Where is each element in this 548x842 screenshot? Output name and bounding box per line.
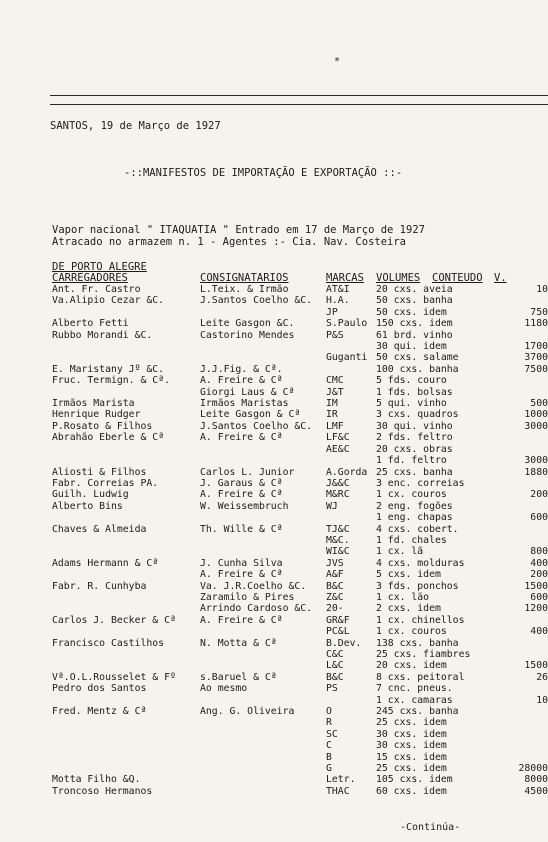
cell-consignee: A. Freire & Cª [200,375,283,387]
column-header-volumes: VOLUMES [376,272,421,284]
cell-volume-contents: 4 cxs. molduras [376,557,465,569]
cell-consignee: J.J.Fig. & Cª. [200,363,283,375]
cell-consignee: s.Baruel & Cª [200,671,277,683]
cell-volume-contents: 138 cxs. banha [376,637,459,649]
cell-consignee: A. Freire & Cª [200,569,283,581]
cell-consignee [200,649,326,660]
cell-shipper: Alberto Bins [52,500,123,512]
cell-value: 400 [530,626,548,638]
cell-mark: A&F [326,569,344,581]
cell-volume-contents: 20 cxs. obras [376,443,453,455]
cell-mark: Guganti [326,352,368,364]
table-row [52,375,548,386]
cell-shipper [52,717,200,728]
table-row [52,615,548,626]
cell-mark: M&RC [326,489,350,501]
cell-volume-contents: 245 cxs. banha [376,706,459,718]
cell-consignee [200,786,326,797]
cell-shipper: Troncoso Hermanos [52,785,153,797]
cell-consignee: A. Freire & Cª [200,432,283,444]
cell-consignee: Irmãos Maristas [200,398,289,410]
cell-value: 600 [530,591,548,603]
cell-volume-contents: 30 cxs. idem [376,740,447,752]
cell-shipper: Alberto Fetti [52,318,129,330]
cell-mark: WI&C [326,546,350,558]
cell-shipper: Francisco Castilhos [52,637,165,649]
table-row [52,717,548,728]
top-mark: * [334,56,341,67]
cell-value: 3700 [524,352,548,364]
table-row [52,467,548,478]
cell-value: 3000 [524,455,548,467]
cell-shipper: Motta Filho &Q. [52,774,141,786]
cell-value: 1500 [524,660,548,672]
cell-shipper: Fabr. R. Cunhyba [52,580,147,592]
cell-mark: TJ&C [326,523,350,535]
cell-consignee: J. Garaus & Cª [200,477,283,489]
table-row [52,489,548,500]
divider-bottom [50,104,548,105]
cell-shipper: Carlos J. Becker & Cª [52,614,176,626]
table-row [52,432,548,443]
cell-value: 1200 [524,603,548,615]
cell-shipper: Rubbo Morandi &C. [52,329,153,341]
cell-consignee: A. Freire & Cª [200,614,283,626]
cell-consignee [200,307,326,318]
cell-shipper: Henrique Rudger [52,409,141,421]
table-row [52,546,548,557]
table-row [52,626,548,637]
column-header-shippers: CARREGADORES [52,272,128,284]
cell-consignee [200,695,326,706]
cell-value [514,729,548,740]
cell-mark: SC [326,728,338,740]
cell-shipper [52,729,200,740]
table-row [52,729,548,740]
cell-value: 1700 [524,341,548,353]
table-row [52,558,548,569]
table-row [52,398,548,409]
cell-mark: AT&I [326,284,350,295]
cell-shipper [52,341,200,352]
cell-consignee: Leite Gasgon & Cª [200,409,301,421]
cell-mark: P&S [326,329,344,341]
cell-volume-contents: 20 cxs. aveia [376,284,453,295]
table-row [52,638,548,649]
cell-volume-contents: 2 fds. feltro [376,432,453,444]
cell-shipper [52,660,200,671]
table-row [52,318,548,329]
cell-volume-contents: 20 cxs. idem [376,660,447,672]
cell-mark [326,455,376,466]
cell-value [514,444,548,455]
cell-volume-contents: 1 fd. chales [376,534,447,546]
cell-consignee [200,626,326,637]
cell-value: 1500 [524,580,548,592]
cell-shipper [52,535,200,546]
cell-shipper: Abrahão Eberle & Cª [52,432,165,444]
cell-volume-contents: 150 cxs. idem [376,318,453,330]
cell-consignee [200,717,326,728]
cell-mark: J&T [326,386,344,398]
cell-value [514,432,548,443]
cell-shipper [52,649,200,660]
cell-consignee: W. Weissembruch [200,500,289,512]
cell-volume-contents: 3 enc. correias [376,477,465,489]
cell-shipper [52,512,200,523]
table-row [52,478,548,489]
cell-value [514,717,548,728]
cell-consignee [200,455,326,466]
cell-mark [326,512,376,523]
cell-mark: L&C [326,660,344,672]
cell-volume-contents: 1 cx. camaras [376,694,453,706]
cell-mark: IM [326,398,338,410]
cell-shipper: P.Rosato & Filhos [52,420,153,432]
berth-line: Atracado no armazem n. 1 - Agentes :- Cia. Nav. Costeira [52,236,407,248]
cell-volume-contents: 1 cx. couros [376,626,447,638]
cell-consignee: Ao mesmo [200,683,248,695]
cell-mark [326,364,376,375]
cell-shipper [52,763,200,774]
table-row [52,387,548,398]
cell-consignee [200,444,326,455]
cell-volume-contents: 25 cxs. fiambres [376,649,471,660]
cell-value: 800 [530,546,548,558]
table-row [52,364,548,375]
date-line: SANTOS, 19 de Março de 1927 [50,120,221,132]
cell-value [514,295,548,306]
cell-mark: S.Paulo [326,318,368,330]
cell-value: 10 [536,694,548,706]
column-header-value: V. [494,272,507,284]
table-row [52,672,548,683]
cell-mark: LMF [326,420,344,432]
manifest-table [52,284,548,797]
cell-volume-contents: 7 cnc. pneus. [376,683,453,695]
table-row [52,341,548,352]
cell-volume-contents: 25 cxs. idem [376,717,447,729]
cell-shipper: Vª.O.L.Rousselet & Fº [52,671,176,683]
cell-consignee [200,774,326,785]
cell-volume-contents: 105 cxs. idem [376,774,453,786]
cell-consignee: L.Teix. & Irmão [200,284,289,295]
table-row [52,752,548,763]
cell-mark: THAC [326,785,350,797]
cell-value [514,752,548,763]
cell-mark: GR&F [326,614,350,626]
cell-volume-contents: 3 fds. ponchos [376,580,459,592]
table-row [52,786,548,797]
cell-volume-contents: 1 cx. chinellos [376,614,465,626]
cell-mark: J&&C [326,477,350,489]
cell-consignee: J.Santos Coelho &C. [200,295,313,307]
column-header-contents: CONTEUDO [432,272,483,284]
table-row [52,695,548,706]
cell-consignee [200,546,326,557]
cell-shipper: Irmãos Marista [52,398,135,410]
cell-shipper: Pedro dos Santos [52,683,147,695]
cell-mark: IR [326,409,338,421]
cell-value [514,387,548,398]
cell-volume-contents: 2 eng. fogões [376,500,453,512]
cell-consignee [200,729,326,740]
cell-value [514,524,548,535]
cell-shipper [52,387,200,398]
cell-volume-contents: 60 cxs. idem [376,785,447,797]
cell-consignee: Leite Gasgon &C. [200,318,295,330]
cell-mark: B.Dev. [326,637,362,649]
table-row [52,774,548,785]
cell-volume-contents: 5 cxs. idem [376,569,441,581]
cell-shipper: Ant. Fr. Castro [52,284,141,295]
cell-mark: C [326,740,332,752]
table-row [52,295,548,306]
cell-mark: M&C. [326,534,350,546]
cell-value [514,740,548,751]
column-header-consignees: CONSIGNATARIOS [200,272,289,284]
cell-value [514,478,548,489]
cell-shipper: Adams Hermann & Cª [52,557,159,569]
cell-mark: 20- [326,603,344,615]
table-row [52,501,548,512]
cell-shipper: Fabr. Correias PA. [52,477,159,489]
cell-value: 28000 [518,763,548,775]
cell-consignee [200,752,326,763]
continues-note: -Continúa- [400,822,461,833]
divider-top [50,95,548,96]
table-row [52,524,548,535]
cell-mark: B [326,751,332,763]
cell-consignee [200,763,326,774]
cell-volume-contents: 1 fds. bolsas [376,386,453,398]
table-row [52,455,548,466]
cell-value [514,375,548,386]
cell-value: 8000 [524,774,548,786]
cell-shipper [52,603,200,614]
table-row [52,569,548,580]
cell-shipper: Aliosti & Filhos [52,466,147,478]
cell-volume-contents: 61 brd. vinho [376,329,453,341]
cell-value: 26 [536,671,548,683]
cell-shipper [52,307,200,318]
cell-value: 4500 [524,785,548,797]
cell-value: 1880 [524,466,548,478]
cell-shipper: Guilh. Ludwig [52,489,129,501]
cell-value [514,501,548,512]
cell-mark: O [326,706,332,718]
cell-shipper [52,626,200,637]
table-row [52,660,548,671]
cell-volume-contents: 30 qui. vinho [376,420,453,432]
cell-value: 200 [530,569,548,581]
cell-value: 500 [530,398,548,410]
cell-value: 1000 [524,409,548,421]
table-row [52,603,548,614]
cell-mark [326,341,376,352]
cell-mark [326,695,376,706]
table-row [52,444,548,455]
cell-mark: JVS [326,557,344,569]
cell-value [514,535,548,546]
cell-value: 750 [530,306,548,318]
cell-value: 200 [530,489,548,501]
cell-volume-contents: 8 cxs. peitoral [376,671,465,683]
cell-volume-contents: 1 fd. feltro [376,455,447,467]
cell-volume-contents: 25 cxs. banha [376,466,453,478]
cell-shipper: Chaves & Almeida [52,523,147,535]
cell-consignee: Carlos L. Junior [200,466,295,478]
cell-consignee: Th. Wille & Cª [200,523,283,535]
cell-value [514,638,548,649]
table-row [52,592,548,603]
table-row [52,421,548,432]
cell-volume-contents: 4 cxs. cobert. [376,523,459,535]
table-row [52,409,548,420]
cell-mark: B&C [326,671,344,683]
cell-mark: PS [326,683,338,695]
cell-mark: LF&C [326,432,350,444]
table-row [52,683,548,694]
vessel-line: Vapor nacional " ITAQUATIA " Entrado em 17 de Março de 1927 [52,224,425,236]
cell-mark: Letr. [326,774,356,786]
cell-volume-contents: 3 cxs. quadros [376,409,459,421]
cell-mark: G [326,763,332,775]
cell-shipper [52,352,200,363]
cell-volume-contents: 50 cxs. banha [376,295,453,307]
cell-shipper [52,569,200,580]
origin-heading: DE PORTO ALEGRE [52,261,147,273]
cell-consignee: Va. J.R.Coelho &C. [200,580,307,592]
cell-mark: R [326,717,332,729]
cell-consignee: Arrindo Cardoso &C. [200,603,313,615]
table-row [52,512,548,523]
table-row [52,649,548,660]
cell-value [514,649,548,660]
cell-consignee: Giorgi Laus & Cª [200,386,295,398]
cell-shipper: E. Maristany Jº &C. [52,363,165,375]
cell-value [514,683,548,694]
cell-consignee: J.Santos Coelho &C. [200,420,313,432]
cell-volume-contents: 30 cxs. idem [376,728,447,740]
cell-value [514,706,548,717]
cell-mark: Z&C [326,591,344,603]
table-row [52,535,548,546]
cell-value: 7500 [524,363,548,375]
cell-mark: JP [326,306,338,318]
cell-consignee [200,660,326,671]
table-row [52,330,548,341]
cell-value [514,330,548,341]
cell-consignee: N. Motta & Cª [200,637,277,649]
cell-mark: A.Gorda [326,466,368,478]
cell-consignee: Ang. G. Oliveira [200,706,295,718]
cell-value: 3000 [524,420,548,432]
cell-consignee: A. Freire & Cª [200,489,283,501]
cell-value [514,615,548,626]
cell-consignee: Zaramilo & Pires [200,591,295,603]
cell-shipper: Fruc. Termign. & Cª. [52,375,170,387]
cell-mark: WJ [326,500,338,512]
cell-mark: H.A. [326,295,350,307]
table-row [52,763,548,774]
table-row [52,740,548,751]
column-header-marks: MARCAS [326,272,364,284]
cell-consignee [200,341,326,352]
table-row [52,352,548,363]
cell-volume-contents: 1 cx. lã [376,546,424,558]
cell-volume-contents: 100 cxs. banha [376,363,459,375]
cell-consignee [200,352,326,363]
manifest-table-body [52,284,548,797]
cell-value: 600 [530,512,548,524]
cell-volume-contents: 5 fds. couro [376,375,447,387]
cell-shipper [52,752,200,763]
cell-volume-contents: 50 cxs. salame [376,352,459,364]
cell-consignee: Castorino Mendes [200,329,295,341]
cell-mark: PC&L [326,626,350,638]
cell-volume-contents: 50 cxs. idem [376,306,447,318]
cell-consignee [200,512,326,523]
cell-consignee [200,535,326,546]
table-row [52,307,548,318]
cell-shipper [52,592,200,603]
cell-volume-contents: 1 cx. lão [376,591,430,603]
cell-volume-contents: 1 eng. chapas [376,512,453,524]
cell-shipper [52,740,200,751]
cell-mark: AE&C [326,443,350,455]
cell-volume-contents: 1 cx. couros [376,489,447,501]
cell-consignee [200,740,326,751]
cell-shipper: Fred. Mentz & Cª [52,706,147,718]
cell-consignee: J. Cunha Silva [200,557,283,569]
cell-mark: CMC [326,375,344,387]
table-row [52,284,548,295]
cell-shipper [52,695,200,706]
cell-volume-contents: 2 cxs. idem [376,603,441,615]
table-row [52,581,548,592]
cell-shipper [52,546,200,557]
table-row [52,706,548,717]
cell-volume-contents: 25 cxs. idem [376,763,447,775]
cell-mark: C&C [326,649,344,660]
cell-shipper [52,455,200,466]
cell-mark: B&C [326,580,344,592]
cell-value: 1180 [524,318,548,330]
cell-value: 10 [536,284,548,295]
cell-shipper: Va.Alipio Cezar &C. [52,295,165,307]
cell-value: 400 [530,557,548,569]
cell-volume-contents: 15 cxs. idem [376,751,447,763]
document-title: -::MANIFESTOS DE IMPORTAÇÃO E EXPORTAÇÃO ::- [124,167,403,179]
cell-volume-contents: 5 qui. vinho [376,398,447,410]
cell-shipper [52,444,200,455]
cell-volume-contents: 30 qui. idem [376,341,447,353]
